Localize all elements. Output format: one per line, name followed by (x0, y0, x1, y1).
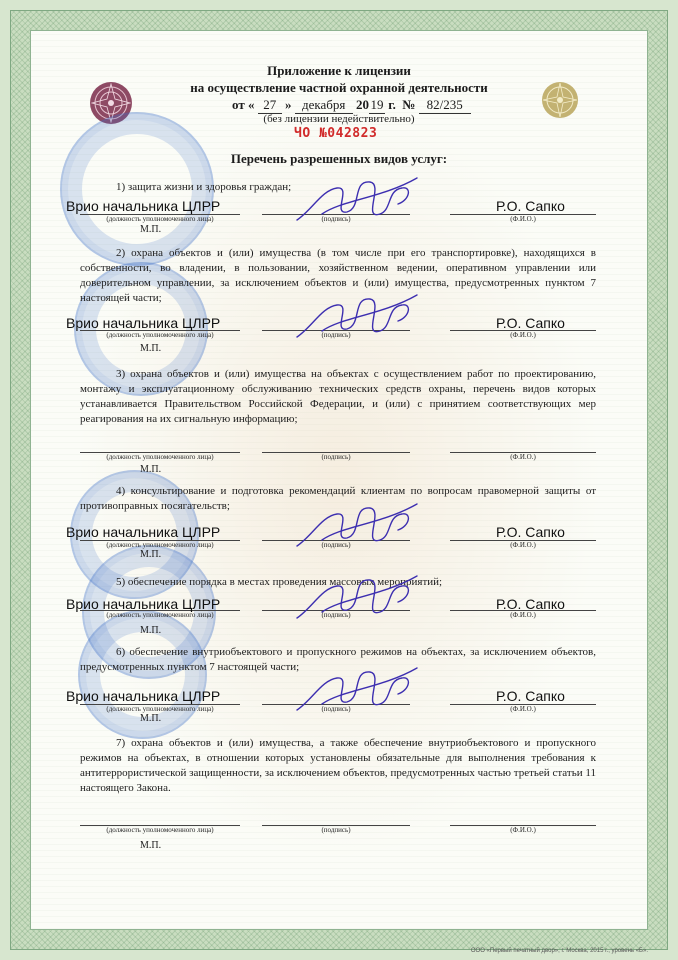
official-position-text: Врио начальника ЦЛРР (66, 596, 221, 612)
handwritten-signature (292, 660, 422, 720)
fio-caption: (Ф.И.О.) (510, 611, 536, 619)
seal-place-label: М.П. (140, 625, 162, 636)
year-prefix: 20 (355, 97, 369, 112)
service-item-label: 2) охрана объектов и (или) имущества (в том числе при его транспортировке), находящихся в собственности, во владении, в пользовании, хозяйственном ведении, оперативном управлении или доверительном управлении, за исключением объектов и (или) имущества, предусмотренных пунктом 7 настоящей части; (80, 247, 596, 304)
signature-caption: (подпись) (321, 331, 351, 339)
seal-place-label: М.П. (140, 464, 162, 475)
year-suffix: 19 (370, 97, 384, 112)
services-list-title: Перечень разрешенных видов услуг: (230, 151, 448, 166)
service-item-label: 1) защита жизни и здоровья граждан; (116, 181, 292, 193)
year-g: г. (388, 97, 396, 112)
position-caption: (должность уполномоченного лица) (106, 541, 214, 549)
validity-note: (без лицензии недействительно) (263, 113, 415, 125)
service-item-label: 7) охрана объектов и (или) имущества, а также обеспечение внутриобъектового и пропускного режимов на объектах, в отношении которых установлены обязательные для выполнения требования к антитеррористической защищенности, за исключением объектов, предусмотренных частью третьей статьи 11 настоящего Закона. (80, 737, 596, 794)
service-item-text (80, 736, 596, 796)
signature-caption: (подпись) (321, 541, 351, 549)
position-caption: (должность уполномоченного лица) (106, 611, 214, 619)
service-item-text (80, 367, 596, 427)
position-caption: (должность уполномоченного лица) (106, 215, 214, 223)
service-item-label: 3) охрана объектов и (или) имущества на объектах с осуществлением работ по проектированию, монтажу и эксплуатационному обслуживанию технических средств охраны, перечень видов которых устанавливается Правительством Российской Федерации, и (или) с принятием соответствующих мер реагирования на их сигнальную информацию; (80, 368, 596, 425)
handwritten-signature (292, 568, 422, 628)
printer-imprint: ООО «Первый печатный двор», г. Москва, 2015 г., уровень «Б». (470, 948, 648, 954)
seal-place-label: М.П. (140, 343, 162, 354)
signature-caption: (подпись) (321, 215, 351, 223)
signature-caption: (подпись) (321, 705, 351, 713)
date-day: 27 (258, 97, 282, 114)
official-position-text: Врио начальника ЦЛРР (66, 315, 221, 331)
service-item-label: 6) обеспечение внутриобъектового и пропускного режимов на объектах, за исключением объектов, предусмотренных пунктом 7 настоящей части; (80, 646, 596, 673)
official-name-text: Р.О. Сапко (496, 315, 565, 331)
license-date-line (232, 97, 471, 114)
number-label: № (402, 97, 416, 112)
official-name-text: Р.О. Сапко (496, 524, 565, 540)
fio-caption: (Ф.И.О.) (510, 453, 536, 461)
handwritten-signature (292, 170, 422, 230)
fio-caption: (Ф.И.О.) (510, 705, 536, 713)
signature-caption: (подпись) (321, 453, 351, 461)
form-serial-number: ЧО №042823 (294, 126, 378, 141)
position-caption: (должность уполномоченного лица) (106, 453, 214, 461)
signature-caption: (подпись) (321, 611, 351, 619)
license-number: 82/235 (419, 97, 471, 114)
seal-place-label: М.П. (140, 224, 162, 235)
seal-place-label: М.П. (140, 713, 162, 724)
fio-caption: (Ф.И.О.) (510, 826, 536, 834)
position-caption: (должность уполномоченного лица) (106, 826, 214, 834)
position-caption: (должность уполномоченного лица) (106, 705, 214, 713)
seal-place-label: М.П. (140, 549, 162, 560)
fio-caption: (Ф.И.О.) (510, 331, 536, 339)
service-item-label: 4) консультирование и подготовка рекомендаций клиентам по вопросам правомерной защиты от противоправных посягательств; (80, 485, 596, 512)
official-name-text: Р.О. Сапко (496, 688, 565, 704)
date-prefix: от « (232, 97, 255, 112)
position-caption: (должность уполномоченного лица) (106, 331, 214, 339)
handwritten-signature (292, 496, 422, 556)
official-position-text: Врио начальника ЦЛРР (66, 524, 221, 540)
seal-place-label: М.П. (140, 840, 162, 851)
appendix-title: Приложение к лицензии (267, 63, 411, 78)
official-name-text: Р.О. Сапко (496, 596, 565, 612)
official-position-text: Врио начальника ЦЛРР (66, 198, 221, 214)
official-position-text: Врио начальника ЦЛРР (66, 688, 221, 704)
date-mid: » (284, 97, 292, 112)
service-item-label: 5) обеспечение порядка в местах проведения массовых мероприятий; (116, 576, 443, 588)
date-month: декабря (295, 97, 353, 114)
signature-caption: (подпись) (321, 826, 351, 834)
fio-caption: (Ф.И.О.) (510, 541, 536, 549)
handwritten-signature (292, 287, 422, 347)
official-name-text: Р.О. Сапко (496, 198, 565, 214)
fio-caption: (Ф.И.О.) (510, 215, 536, 223)
appendix-subtitle: на осуществление частной охранной деятельности (190, 80, 488, 95)
